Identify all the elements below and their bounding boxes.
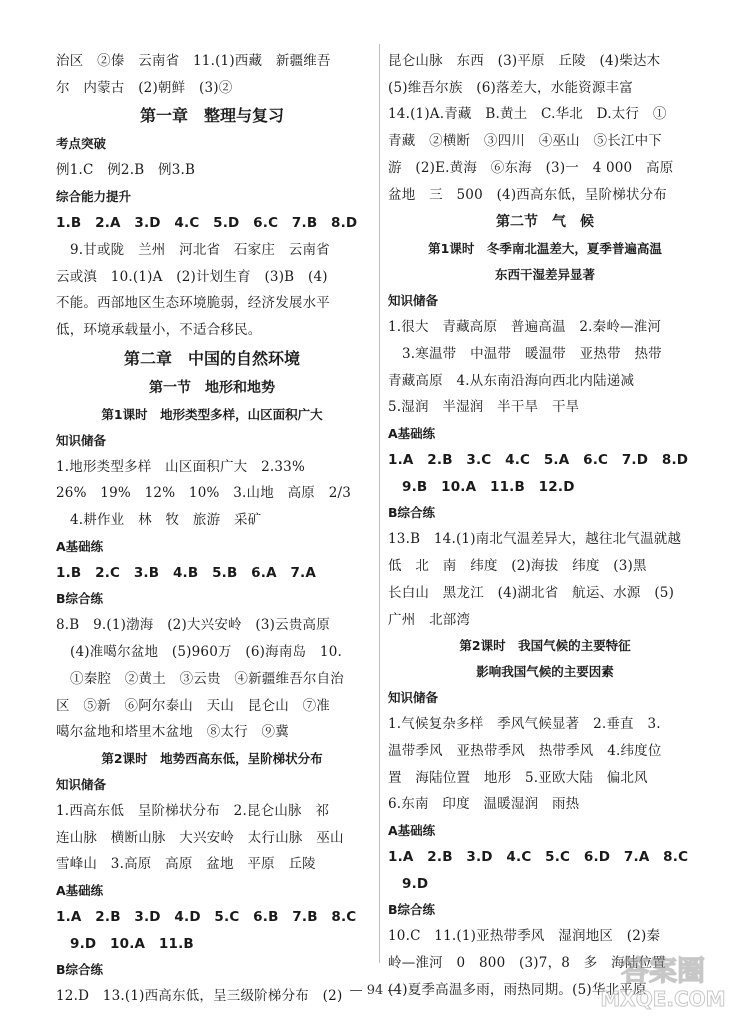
- section-title: 第一节 地形和地势: [149, 379, 275, 396]
- answer-line: 云或滇 10.(1)A (2)计划生育 (3)B (4): [56, 268, 328, 285]
- svg-text:MXQE.COM: MXQE.COM: [600, 987, 726, 1011]
- answer-line: 雪峰山 3.高原 高原 盆地 平原 丘陵: [56, 856, 316, 873]
- subsection-heading: 知识储备: [388, 690, 439, 706]
- answer-line: (5)维吾尔族 (6)落差大，水能资源丰富: [388, 79, 633, 96]
- answer-line: 1.气候复杂多样 季风气候显著 2.垂直 3.: [388, 716, 661, 733]
- answer-line: 温带季风 亚热带季风 热带季风 4.纬度位: [388, 742, 662, 759]
- answer-line: 5.湿润 半湿润 半干旱 干旱: [388, 399, 580, 416]
- watermark-logo: [588, 950, 738, 1014]
- answer-line: 1.很大 青藏高原 普遍高温 2.秦岭—淮河: [388, 319, 662, 336]
- answer-line: 4.耕作业 林 牧 旅游 采矿: [70, 512, 262, 529]
- answer-line: 9.D: [402, 875, 429, 892]
- lesson-title: 影响我国气候的主要因素: [476, 664, 614, 680]
- answer-line: 长白山 黑龙江 (4)湖北省 航运、水源 (5): [388, 584, 675, 601]
- answer-line: 1.地形类型多样 山区面积广大 2.33%: [56, 458, 305, 475]
- answer-line: 昆仑山脉 东西 (3)平原 丘陵 (4)柴达木: [388, 53, 661, 69]
- answer-line: 1.A 2.B 3.D 4.D 5.C 6.B 7.B 8.C: [56, 909, 357, 926]
- subsection-heading: B综合练: [56, 962, 104, 978]
- chapter-title: 第一章 整理与复习: [139, 106, 284, 126]
- answer-line: 尔 内蒙古 (2)朝鲜 (3)②: [56, 79, 233, 96]
- subsection-heading: B综合练: [56, 591, 104, 607]
- answer-line: 不能。西部地区生态环境脆弱，经济发展水平: [56, 295, 330, 312]
- subsection-heading: A基础练: [56, 538, 104, 554]
- answer-line: 26% 19% 12% 10% 3.山地 高原 2/3: [56, 485, 352, 502]
- lesson-title: 东西干湿差异显著: [494, 267, 595, 283]
- answer-line: 1.A 2.B 3.D 4.C 5.C 6.D 7.A 8.C: [388, 849, 689, 866]
- answer-line: 低 北 南 纬度 (2)海拔 纬度 (3)黑: [388, 558, 647, 575]
- answer-line: 治区 ②傣 云南省 11.(1)西藏 新疆维吾: [56, 53, 331, 69]
- answer-line: 13.B 14.(1)南北气温差异大，越往北气温就越: [388, 531, 682, 548]
- svg-text:答案圈: 答案圈: [620, 954, 706, 987]
- subsection-heading: A基础练: [388, 426, 436, 442]
- right-column: [388, 48, 702, 1004]
- answer-line: 14.(1)A.青藏 B.黄土 C.华北 D.太行 ①: [388, 106, 667, 123]
- lesson-title: 第1课时 冬季南北温差大，夏季普遍高温: [428, 241, 662, 257]
- answer-line: 例1.C 例2.B 例3.B: [56, 162, 196, 179]
- lesson-title: 第2课时 我国气候的主要特征: [459, 638, 631, 654]
- answer-line: 盆地 三 500 (4)西高东低，呈阶梯状分布: [388, 186, 667, 203]
- answer-line: 区 ⑤新 ⑥阿尔泰山 天山 昆仑山 ⑦准: [56, 697, 330, 714]
- answer-line: (4)准噶尔盆地 (5)960万 (6)海南岛 10.: [70, 644, 343, 661]
- answer-line: 广州 北部湾: [388, 611, 471, 628]
- answer-line: 9.D 10.A 11.B: [70, 935, 194, 952]
- subsection-heading: 知识储备: [56, 432, 107, 448]
- answer-line: 9.B 10.A 11.B 12.D: [402, 478, 575, 495]
- column-divider: [379, 44, 380, 963]
- lesson-title: 第1课时 地形类型多样，山区面积广大: [101, 406, 323, 422]
- subsection-heading: A基础练: [56, 883, 104, 899]
- answer-line: (4)夏季高温多雨，雨热同期。(5)华北平原: [388, 981, 647, 998]
- section-title: 第二节 气 候: [496, 214, 594, 231]
- answer-line: 12.D 13.(1)西高东低，呈三级阶梯分布 (2): [56, 988, 343, 1005]
- left-column: [56, 48, 368, 1010]
- answer-line: 游 (2)E.黄海 ⑥东海 (3)一 4 000 高原: [388, 159, 674, 176]
- subsection-heading: 考点突破: [56, 136, 107, 152]
- lesson-title: 第2课时 地势西高东低，呈阶梯状分布: [101, 750, 323, 766]
- subsection-heading: 知识储备: [388, 293, 439, 309]
- subsection-heading: B综合练: [388, 505, 436, 521]
- answer-line: 噶尔盆地和塔里木盆地 ⑧太行 ⑨冀: [56, 724, 289, 741]
- answer-line: 3.寒温带 中温带 暖温带 亚热带 热带: [402, 345, 662, 362]
- answer-line: 1.B 2.C 3.B 4.B 5.B 6.A 7.A: [56, 564, 317, 581]
- subsection-heading: 综合能力提升: [56, 189, 132, 205]
- page-number: — 94 —: [349, 983, 401, 998]
- answer-line: 岭—淮河 0 800 (3)7，8 多 海陆位置: [388, 955, 666, 972]
- answer-line: 6.东南 印度 温暖湿润 雨热: [388, 796, 580, 813]
- answer-line: 9.甘或陇 兰州 河北省 石家庄 云南省: [70, 241, 330, 258]
- answer-line: 1.B 2.A 3.D 4.C 5.D 6.C 7.B 8.D: [56, 215, 358, 232]
- answer-line: 低，环境承载量小，不适合移民。: [56, 321, 262, 338]
- answer-line: ①秦腔 ②黄土 ③云贵 ④新疆维吾尔自治: [70, 670, 344, 687]
- chapter-title: 第二章 中国的自然环境: [123, 348, 300, 368]
- subsection-heading: 知识储备: [56, 776, 107, 792]
- answer-line: 8.B 9.(1)渤海 (2)大兴安岭 (3)云贵高原: [56, 617, 330, 634]
- subsection-heading: A基础练: [388, 823, 436, 839]
- answer-line: 青藏高原 4.从东南沿海向西北内陆递减: [388, 372, 635, 389]
- answer-line: 10.C 11.(1)亚热带季风 湿润地区 (2)秦: [388, 928, 661, 945]
- subsection-heading: B综合练: [388, 902, 436, 918]
- answer-line: 连山脉 横断山脉 大兴安岭 太行山脉 巫山: [56, 829, 344, 846]
- answer-line: 1.A 2.B 3.C 4.C 5.A 6.C 7.D 8.D: [388, 452, 689, 469]
- answer-line: 1.西高东低 呈阶梯状分布 2.昆仑山脉 祁: [56, 802, 330, 819]
- answer-line: 置 海陆位置 地形 5.亚欧大陆 偏北风: [388, 769, 648, 786]
- answer-line: 青藏 ②横断 ③四川 ④巫山 ⑤长江中下: [388, 133, 662, 150]
